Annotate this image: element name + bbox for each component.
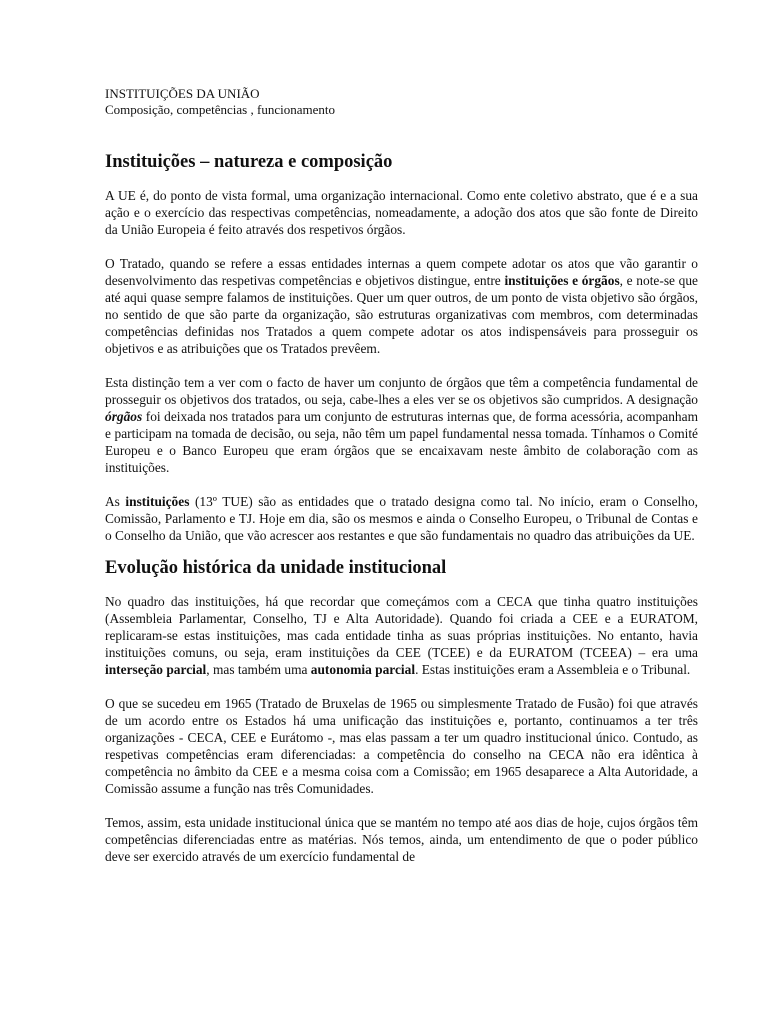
bold-term: autonomia parcial [310, 662, 416, 677]
paragraph: O que se sucedeu em 1965 (Tratado de Bruxelas de 1965 ou simplesmente Tratado de Fusão) foi que através de um acordo entre os Estados há uma unificação das instituições e, portanto, continuamos a ter três organizações - CECA, CEE e Eurátomo -, mas elas passam a ter um quadro institucional único. Contudo, as respetivas competências eram diferenciadas: a competência do conselho na CECA não era idêntica à competência no âmbito da CEE e a mesma coisa com a Comissão; em 1965 desaparece a Alta Autoridade, a Comissão assume a função nas três Comunidades. [105, 696, 698, 796]
paragraph-text: O Tratado, quando se refere a essas entidades internas a quem compete adotar os atos que vão garantir o desenvolvimento das respetivas competências e objetivos distingue, entre [105, 256, 698, 288]
paragraph-text: As [105, 494, 126, 509]
paragraph-text: (13º TUE) são as entidades que o tratado designa como tal. No início, eram o Conselho, Comissão, Parlamento e TJ. Hoje em dia, são os mesmos e ainda o Conselho Europeu, o Tribunal de Contas e o Conselho da União, que vão acrescer aos restantes e que são fundamentais no quadro das atribuições da UE. [105, 494, 698, 543]
heading-part-2: natureza e composição [213, 152, 393, 172]
paragraph-text: No quadro das instituições, há que recordar que começámos com a CECA que tinha quatro instituições (Assembleia Parlamentar, Conselho, TJ e Alta Autoridade). Quando foi criada a CEE e a EURATOM, replicaram-se estas instituições, mas cada entidade tinha as suas próprias instituições. No entanto, havia instituições comuns, ou seja, eram instituições da CEE (TCEE) e da EURATOM (TCEEA) – era uma [105, 594, 698, 660]
paragraph-text: . Estas instituições eram a Assembleia e o Tribunal. [415, 662, 691, 677]
bold-italic-term: órgãos [105, 409, 143, 424]
paragraph-text: , mas também uma [206, 662, 311, 677]
paragraph-text: foi deixada nos tratados para um conjunto de estruturas internas que, de forma acessória, acompanham e participam na tomada de decisão, ou seja, não têm um papel fundamental nessa tomada. Tínhamos o Comité Europeu e o Banco Europeu que eram órgãos que se encaixavam neste âmbito de colaboração com as instituições. [105, 409, 698, 475]
paragraph [105, 493, 698, 544]
paragraph: A UE é, do ponto de vista formal, uma organização internacional. Como ente coletivo abstrato, que é e a sua ação e o exercício das respectivas competências, nomeadamente, a adoção dos atos que são fonte de Direito da União Europeia é feito através dos respetivos órgãos. [105, 188, 698, 237]
document-subtitle: Composição, competências , funcionamento [105, 102, 335, 117]
paragraph [105, 593, 698, 678]
paragraph-text: , e note-se que até aqui quase sempre falamos de instituições. Quer um quer outros, de um ponto de vista objetivo são órgãos, no sentido de que são parte da organização, são estruturas organizativas com membros, com determinadas competências definidas nos Tratados a quem compete adotar os atos indispensáveis para prosseguir os objetivos e as atribuições que os Tratados prevêem. [105, 273, 698, 356]
bold-term: instituições [125, 494, 190, 509]
document-title: INSTITUIÇÕES DA UNIÃO [105, 86, 260, 101]
paragraph: Temos, assim, esta unidade institucional única que se mantém no tempo até aos dias de hoje, cujos órgãos têm competências diferenciadas entre as matérias. Nós temos, ainda, um entendimento de que o poder público deve ser exercido através de um exercício fundamental de [105, 815, 698, 864]
bold-term: instituições e órgãos [504, 273, 620, 288]
heading-part-1: Instituições – [105, 152, 210, 172]
section-heading-institutions [105, 151, 698, 173]
paragraph [105, 374, 698, 476]
bold-term: interseção parcial [105, 662, 207, 677]
section-heading-evolution: Evolução histórica da unidade institucional [105, 558, 447, 578]
paragraph-text: Esta distinção tem a ver com o facto de haver um conjunto de órgãos que têm a competência fundamental de prosseguir os objetivos dos tratados, ou seja, cabe-lhes a eles ver se os objetivos são cumpridos. A designação [105, 375, 698, 407]
paragraph [105, 255, 698, 357]
